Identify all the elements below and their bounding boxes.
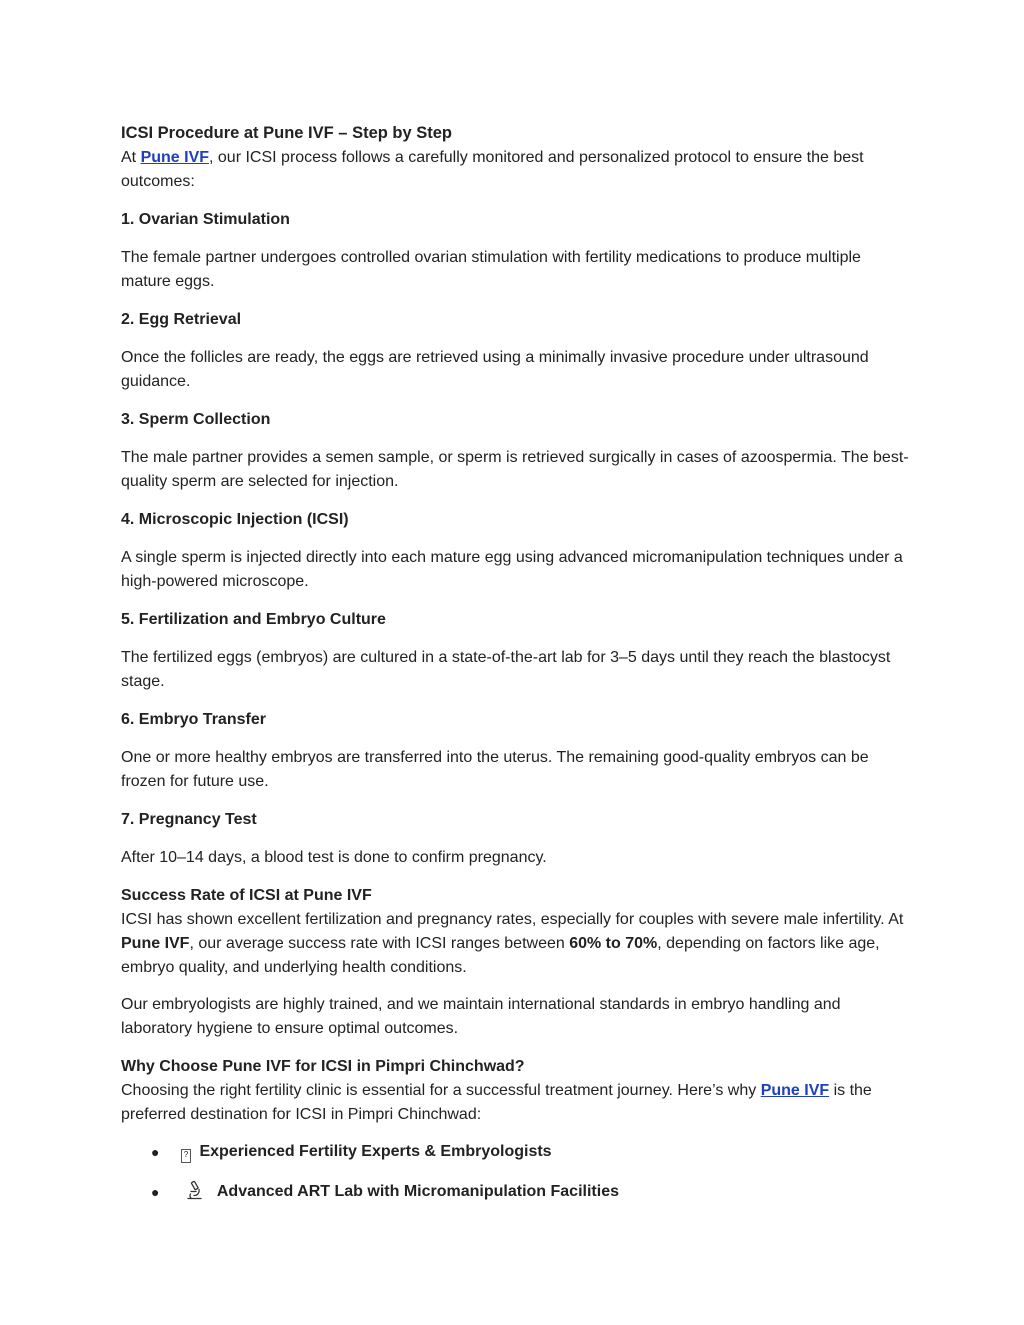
- success-text-c: , depending on factors like age, embryo quality, and underlying health conditions.: [121, 935, 880, 976]
- step-body: After 10–14 days, a blood test is done to confirm pregnancy.: [121, 849, 547, 866]
- pune-ivf-link[interactable]: Pune IVF: [140, 149, 210, 166]
- why-paragraph: [121, 1079, 911, 1127]
- why-text-b: is the preferred destination for ICSI in Pimpri Chinchwad:: [121, 1082, 872, 1123]
- step-heading: 4. Microscopic Injection (ICSI): [121, 511, 349, 528]
- step-6: [121, 708, 911, 794]
- step-body: One or more healthy embryos are transferred into the uterus. The remaining good-quality embryos can be frozen for future use.: [121, 749, 869, 790]
- bullet-icon: ●: [151, 1184, 160, 1200]
- feature-list: [121, 1140, 911, 1204]
- success-text-b: , our average success rate with ICSI ranges between: [189, 935, 570, 952]
- list-item-text: Advanced ART Lab with Micromanipulation Facilities: [216, 1183, 619, 1200]
- intro-prefix: At: [121, 149, 141, 166]
- step-body: The fertilized eggs (embryos) are cultured in a state-of-the-art lab for 3–5 days until they reach the blastocyst stage.: [121, 649, 891, 690]
- why-text-a: Choosing the right fertility clinic is essential for a successful treatment journey. Here’s why: [121, 1082, 761, 1099]
- step-body: Once the follicles are ready, the eggs are retrieved using a minimally invasive procedure under ultrasound guidance.: [121, 349, 869, 390]
- step-body: The female partner undergoes controlled ovarian stimulation with fertility medications to produce multiple mature eggs.: [121, 249, 861, 290]
- why-heading: Why Choose Pune IVF for ICSI in Pimpri Chinchwad?: [121, 1058, 525, 1075]
- list-item: [121, 1140, 911, 1164]
- step-heading: 1. Ovarian Stimulation: [121, 211, 290, 228]
- step-body: A single sperm is injected directly into each mature egg using advanced micromanipulation techniques under a high-powered microscope.: [121, 549, 903, 590]
- step-5: [121, 608, 911, 694]
- list-item-text: Experienced Fertility Experts & Embryologists: [199, 1143, 552, 1160]
- step-heading: 7. Pregnancy Test: [121, 811, 257, 828]
- success-rate-value: 60% to 70%: [569, 935, 658, 952]
- success-heading: Success Rate of ICSI at Pune IVF: [121, 887, 372, 904]
- microscope-icon: [185, 1180, 205, 1204]
- page-title: ICSI Procedure at Pune IVF – Step by Step: [121, 124, 452, 142]
- step-1: [121, 208, 911, 294]
- step-2: [121, 308, 911, 394]
- pune-ivf-link[interactable]: Pune IVF: [760, 1082, 830, 1099]
- step-7: [121, 808, 911, 870]
- step-body: The male partner provides a semen sample, or sperm is retrieved surgically in cases of azoospermia. The best-quality sperm are selected for injection.: [121, 449, 909, 490]
- step-4: [121, 508, 911, 594]
- missing-glyph-icon: ?: [181, 1149, 191, 1163]
- document-content: [121, 121, 911, 1220]
- intro-paragraph: [121, 146, 911, 194]
- success-text-a: ICSI has shown excellent fertilization and pregnancy rates, especially for couples with severe male infertility. At: [121, 911, 904, 928]
- step-heading: 5. Fertilization and Embryo Culture: [121, 611, 386, 628]
- intro-suffix: , our ICSI process follows a carefully monitored and personalized protocol to ensure the best outcomes:: [121, 149, 864, 190]
- step-heading: 2. Egg Retrieval: [121, 311, 242, 328]
- step-heading: 6. Embryo Transfer: [121, 711, 266, 728]
- step-heading: 3. Sperm Collection: [121, 411, 271, 428]
- success-bold-pune-ivf: Pune IVF: [121, 935, 190, 952]
- list-item: [121, 1180, 911, 1204]
- success-paragraph: [121, 908, 911, 980]
- embryologists-paragraph: Our embryologists are highly trained, and we maintain international standards in embryo handling and laboratory hygiene to ensure optimal outcomes.: [121, 996, 841, 1037]
- step-3: [121, 408, 911, 494]
- bullet-icon: ●: [151, 1144, 160, 1160]
